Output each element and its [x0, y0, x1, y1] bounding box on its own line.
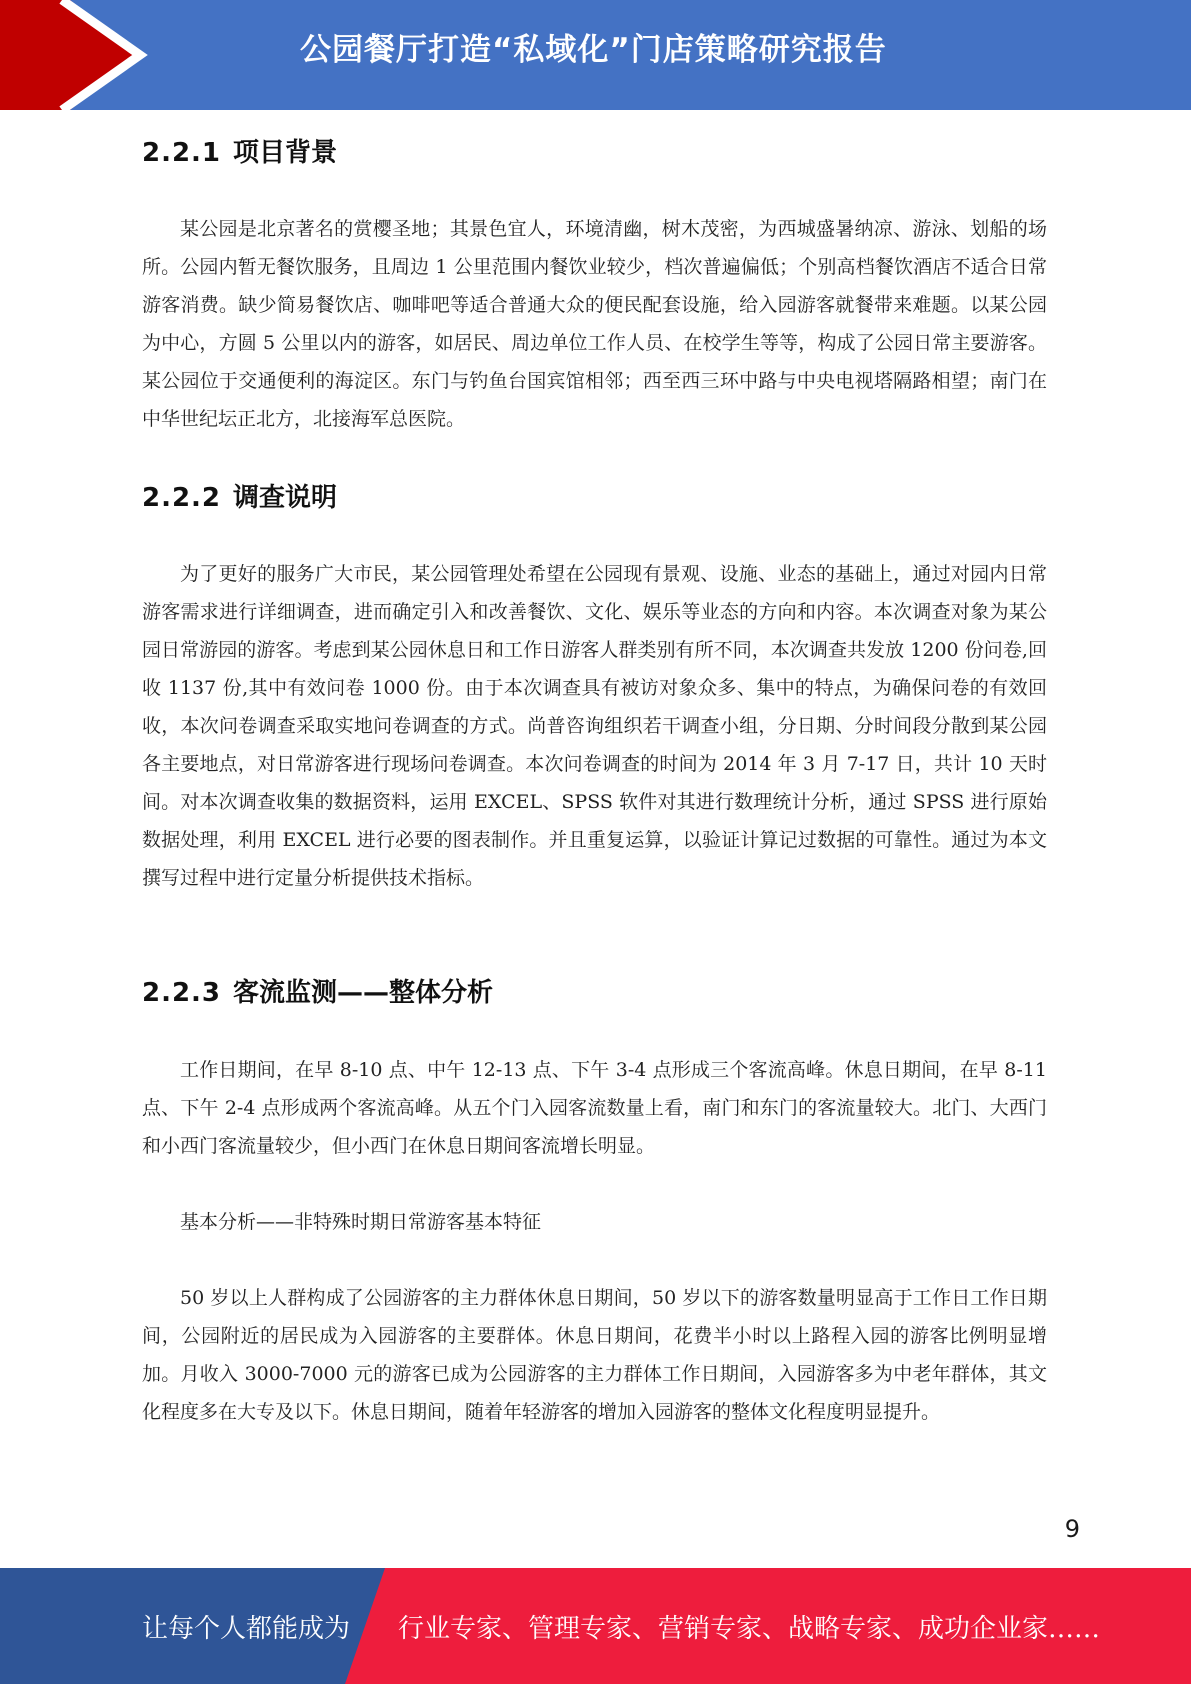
section-number: 2.2.2 — [142, 483, 222, 513]
section-heading-2-2-1 — [142, 132, 1047, 169]
page-number: 9 — [1064, 1515, 1080, 1543]
paragraph-survey-description: 为了更好的服务广大市民，某公园管理处希望在公园现有景观、设施、业态的基础上，通过对园内日常游客需求进行详细调查，进而确定引入和改善餐饮、文化、娱乐等业态的方向和内容。本次调查对象为某公园日常游园的游客。考虑到某公园休息日和工作日游客人群类别有所不同，本次调查共发放 1200 份问卷,回收 1137 份,其中有效问卷 1000 份。由于本次调查具有被访对象众多、集中的特点，为确保问卷的有效回收，本次问卷调查采取实地问卷调查的方式。尚普咨询组织若干调查小组，分日期、分时间段分散到某公园各主要地点，对日常游客进行现场问卷调查。本次问卷调查的时间为 2014 年 3 月 7-17 日，共计 10 天时间。对本次调查收集的数据资料，运用 EXCEL、SPSS 软件对其进行数理统计分析，通过 SPSS 进行原始数据处理，利用 EXCEL 进行必要的图表制作。并且重复运算，以验证计算记过数据的可靠性。通过为本文撰写过程中进行定量分析提供技术指标。 — [142, 563, 1047, 889]
section-number: 2.2.3 — [142, 978, 222, 1008]
section-title: 客流监测——整体分析 — [233, 978, 494, 1008]
section-number: 2.2.1 — [142, 138, 222, 168]
page-footer — [0, 1568, 1191, 1684]
section-title: 项目背景 — [233, 138, 338, 168]
footer-slogan-right: 行业专家、管理专家、营销专家、战略专家、成功企业家…… — [398, 1614, 1101, 1644]
section-heading-2-2-2 — [142, 477, 1047, 514]
header-chevron-decoration — [0, 0, 160, 110]
paragraph-traffic-analysis: 工作日期间，在早 8-10 点、中午 12-13 点、下午 3-4 点形成三个客流高峰。休息日期间，在早 8-11 点、下午 2-4 点形成两个客流高峰。从五个门入园客流数量上看，南门和东门的客流量较大。北门、大西门和小西门客流量较少，但小西门在休息日期间客流增长明显。 — [142, 1059, 1047, 1157]
paragraph-project-background: 某公园是北京著名的赏樱圣地；其景色宜人，环境清幽，树木茂密，为西城盛暑纳凉、游泳、划船的场所。公园内暂无餐饮服务，且周边 1 公里范围内餐饮业较少，档次普遍偏低；个别高档餐饮酒店不适合日常游客消费。缺少简易餐饮店、咖啡吧等适合普通大众的便民配套设施，给入园游客就餐带来难题。以某公园为中心，方圆 5 公里以内的游客，如居民、周边单位工作人员、在校学生等等，构成了公园日常主要游客。某公园位于交通便利的海淀区。东门与钓鱼台国宾馆相邻；西至西三环中路与中央电视塔隔路相望；南门在中华世纪坛正北方，北接海军总医院。 — [142, 218, 1047, 430]
report-title: 公园餐厅打造“私域化”门店策略研究报告 — [300, 32, 887, 68]
footer-slogan-left: 让每个人都能成为 — [142, 1614, 351, 1644]
section-title: 调查说明 — [233, 483, 338, 513]
section-heading-2-2-3 — [142, 972, 1047, 1009]
page-header — [0, 0, 1191, 110]
paragraph-visitor-characteristics: 50 岁以上人群构成了公园游客的主力群体休息日期间，50 岁以下的游客数量明显高于工作日工作日期间，公园附近的居民成为入园游客的主要群体。休息日期间，花费半小时以上路程入园的游客比例明显增加。月收入 3000-7000 元的游客已成为公园游客的主力群体工作日期间，入园游客多为中老年群体，其文化程度多在大专及以下。休息日期间，随着年轻游客的增加入园游客的整体文化程度明显提升。 — [142, 1287, 1047, 1423]
sub-caption-basic-analysis: 基本分析——非特殊时期日常游客基本特征 — [180, 1211, 542, 1233]
